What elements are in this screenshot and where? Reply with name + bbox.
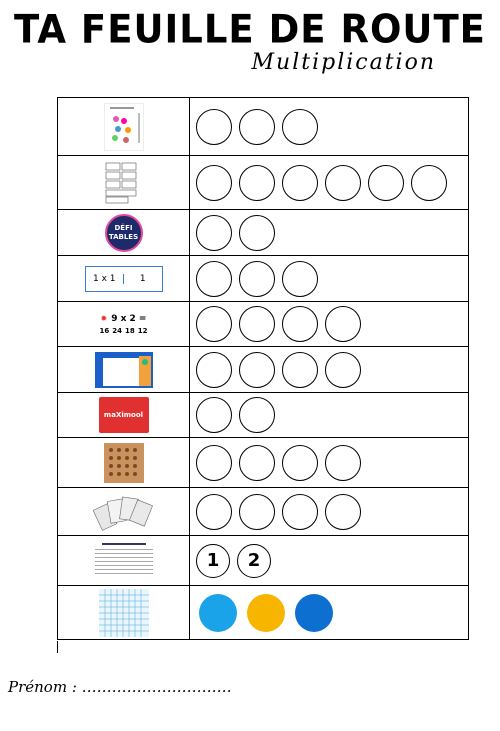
- activity-thumbnail-quiz-card: [58, 302, 190, 346]
- name-field[interactable]: [8, 678, 232, 696]
- activity-thumbnail-dot-sheet: [58, 98, 190, 155]
- progress-circle[interactable]: [196, 445, 232, 481]
- roadmap-row: [58, 488, 468, 536]
- roadmap-row: [58, 438, 468, 488]
- activity-thumbnail-blue-board: [58, 347, 190, 392]
- quiz-answer: 12: [137, 326, 148, 335]
- roadmap-row: [58, 393, 468, 438]
- level-one-circle[interactable]: 1: [196, 544, 230, 578]
- progress-circle[interactable]: [282, 306, 318, 342]
- quiz-question: 9 x 2 =: [111, 313, 147, 324]
- fish-icon: ✹: [100, 314, 108, 323]
- progress-circle[interactable]: [196, 109, 232, 145]
- card-left-text: 1 x 1: [86, 274, 125, 284]
- activity-thumbnail-maximool-box: [58, 393, 190, 437]
- progress-circle[interactable]: [282, 109, 318, 145]
- progress-slots: [190, 488, 468, 535]
- quiz-answer: 18: [125, 326, 135, 335]
- progress-circle[interactable]: [239, 109, 275, 145]
- progress-circle[interactable]: [196, 306, 232, 342]
- roadmap-row: [58, 156, 468, 210]
- progress-circle[interactable]: [239, 445, 275, 481]
- progress-slots: [190, 347, 468, 392]
- level-two-circle[interactable]: 2: [237, 544, 271, 578]
- progress-circle[interactable]: [196, 352, 232, 388]
- progress-circle[interactable]: [239, 397, 275, 433]
- progress-slots: [190, 536, 468, 585]
- progress-circle[interactable]: [325, 494, 361, 530]
- roadmap-row: [58, 98, 468, 156]
- progress-circle[interactable]: [325, 352, 361, 388]
- card-right-text: 1: [139, 273, 146, 284]
- activity-thumbnail-defi-tables: [58, 210, 190, 255]
- roadmap-row: [58, 256, 468, 302]
- progress-circle[interactable]: [239, 261, 275, 297]
- badge-line-2: TABLES: [108, 232, 139, 241]
- badge-line-1: DÉFI: [114, 223, 133, 232]
- progress-slots: [190, 156, 468, 209]
- roadmap-row: [58, 586, 468, 640]
- progress-slots: [190, 393, 468, 437]
- progress-circle[interactable]: [411, 165, 447, 201]
- activity-thumbnail-flash-card: [58, 256, 190, 301]
- progress-slots: [190, 302, 468, 346]
- progress-circle[interactable]: [368, 165, 404, 201]
- roadmap-row: [58, 210, 468, 256]
- progress-circle[interactable]: [282, 494, 318, 530]
- quiz-answer: 16: [99, 326, 110, 335]
- progress-circle[interactable]: [282, 352, 318, 388]
- progress-circle[interactable]: [325, 445, 361, 481]
- activity-thumbnail-exercise-sheet: [58, 536, 190, 585]
- progress-circle[interactable]: [282, 261, 318, 297]
- blue-level-circle[interactable]: [199, 594, 237, 632]
- progress-slots: [190, 438, 468, 487]
- roadmap-row: [58, 302, 468, 347]
- name-blank-line[interactable]: …………………………: [81, 678, 232, 696]
- progress-slots: [190, 256, 468, 301]
- progress-circle[interactable]: [239, 306, 275, 342]
- progress-circle[interactable]: [325, 165, 361, 201]
- progress-circle[interactable]: [239, 215, 275, 251]
- progress-circle[interactable]: [239, 352, 275, 388]
- activity-thumbnail-multiplication-grid: [58, 586, 190, 639]
- progress-slots: [190, 98, 468, 155]
- progress-circle[interactable]: [196, 494, 232, 530]
- progress-circle[interactable]: [196, 397, 232, 433]
- progress-circle[interactable]: [282, 165, 318, 201]
- progress-circle[interactable]: [239, 165, 275, 201]
- activity-thumbnail-grid-cards: [58, 156, 190, 209]
- quiz-answer: 24: [112, 326, 122, 335]
- roadmap-row: [58, 347, 468, 393]
- progress-circle[interactable]: [196, 215, 232, 251]
- page-subtitle: Multiplication: [251, 50, 436, 75]
- progress-circle[interactable]: [282, 445, 318, 481]
- progress-slots: [190, 210, 468, 255]
- name-label: Prénom :: [8, 678, 77, 696]
- roadmap-row: [58, 536, 468, 586]
- roadmap-table: [57, 97, 469, 640]
- progress-circle[interactable]: [325, 306, 361, 342]
- dark-blue-level-circle[interactable]: [295, 594, 333, 632]
- box-label: maXimool: [103, 411, 144, 419]
- progress-circle[interactable]: [239, 494, 275, 530]
- page-title: TA FEUILLE DE ROUTE: [14, 6, 486, 53]
- activity-thumbnail-wooden-board: [58, 438, 190, 487]
- table-edge-line: [57, 641, 58, 653]
- yellow-level-circle[interactable]: [247, 594, 285, 632]
- activity-thumbnail-card-fan: [58, 488, 190, 535]
- progress-circle[interactable]: [196, 165, 232, 201]
- progress-slots: [190, 586, 468, 639]
- progress-circle[interactable]: [196, 261, 232, 297]
